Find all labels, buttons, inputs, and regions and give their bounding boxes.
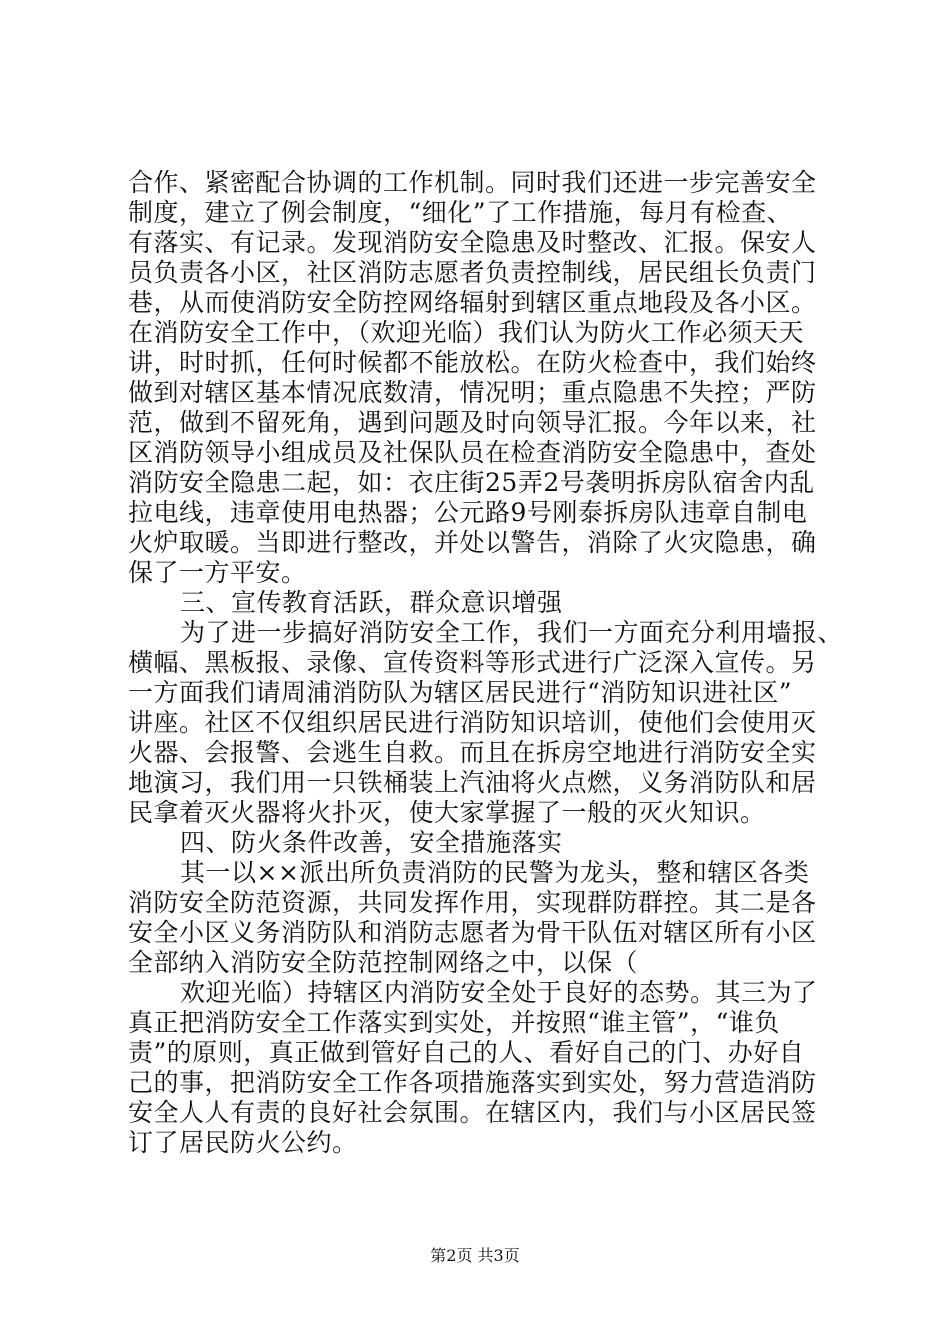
text-line: 为了进一步搞好消防安全工作，我们一方面充分利用墙报、 (180, 618, 844, 647)
page-footer: 第2页 共3页 (430, 1246, 520, 1265)
text-line: 全部纳入消防安全防范控制网络之中，以保（ (128, 948, 639, 977)
text-line: 保了一方平安。 (128, 558, 307, 587)
text-line: 订了居民防火公约。 (128, 1128, 358, 1157)
text-line: 火器、会报警、会逃生自救。而且在拆房空地进行消防安全实 (128, 738, 817, 767)
text-line: 安全小区义务消防队和消防志愿者为骨干队伍对辖区所有小区 (128, 918, 817, 947)
text-line: 火炉取暖。当即进行整改，并处以警告，消除了火灾隐患，确 (128, 528, 817, 557)
text-line: 消防安全防范资源，共同发挥作用，实现群防群控。其二是各 (128, 888, 817, 917)
text-line: 安全人人有责的良好社会氛围。在辖区内，我们与小区居民签 (128, 1098, 817, 1127)
text-line: 有落实、有记录。发现消防安全隐患及时整改、汇报。保安人 (128, 228, 817, 257)
document-body (128, 168, 844, 1158)
section-heading: 四、防火条件改善，安全措施落实 (180, 828, 563, 857)
text-line: 横幅、黑板报、录像、宣传资料等形式进行广泛深入宣传。另 (128, 648, 817, 677)
text-line: 欢迎光临）持辖区内消防安全处于良好的态势。其三为了 (180, 978, 818, 1007)
text-line: 制度，建立了例会制度，“细化”了工作措施，每月有检查、 (128, 198, 793, 227)
text-line: 做到对辖区基本情况底数清，情况明；重点隐患不失控；严防 (128, 378, 817, 407)
text-line: 消防安全隐患二起，如：衣庄街25弄2号袭明拆房队宿舍内乱 (128, 468, 815, 497)
text-line: 拉电线，违章使用电热器；公元路9号刚泰拆房队违章自制电 (128, 498, 808, 527)
text-line: 区消防领导小组成员及社保队员在检查消防安全隐患中，查处 (128, 438, 817, 467)
section-heading: 三、宣传教育活跃，群众意识增强 (180, 588, 563, 617)
text-line: 己的事，把消防安全工作各项措施落实到实处，努力营造消防 (128, 1068, 817, 1097)
text-line: 民拿着灭火器将火扑灭，使大家掌握了一般的灭火知识。 (128, 798, 766, 827)
text-line: 一方面我们请周浦消防队为辖区居民进行“消防知识进社区” (128, 678, 793, 707)
text-line: 讲，时时抓，任何时候都不能放松。在防火检查中，我们始终 (128, 348, 817, 377)
text-line: 责”的原则，真正做到管好自己的人、看好自己的门、办好自 (128, 1038, 805, 1067)
text-line: 巷，从而使消防安全防控网络辐射到辖区重点地段及各小区。 (128, 288, 817, 317)
text-line: 在消防安全工作中，（欢迎光临）我们认为防火工作必须天天 (128, 318, 805, 347)
text-line: 地演习，我们用一只铁桶装上汽油将火点燃，义务消防队和居 (128, 768, 817, 797)
text-line: 真正把消防安全工作落实到实处，并按照“谁主管”，“谁负 (128, 1008, 780, 1037)
text-line: 其一以××派出所负责消防的民警为龙头，整和辖区各类 (180, 858, 810, 887)
text-line: 员负责各小区，社区消防志愿者负责控制线，居民组长负责门 (128, 258, 817, 287)
text-line: 讲座。社区不仅组织居民进行消防知识培训，使他们会使用灭 (128, 708, 817, 737)
text-line: 范，做到不留死角，遇到问题及时向领导汇报。今年以来，社 (128, 408, 817, 437)
text-line: 合作、紧密配合协调的工作机制。同时我们还进一步完善安全 (128, 168, 817, 197)
